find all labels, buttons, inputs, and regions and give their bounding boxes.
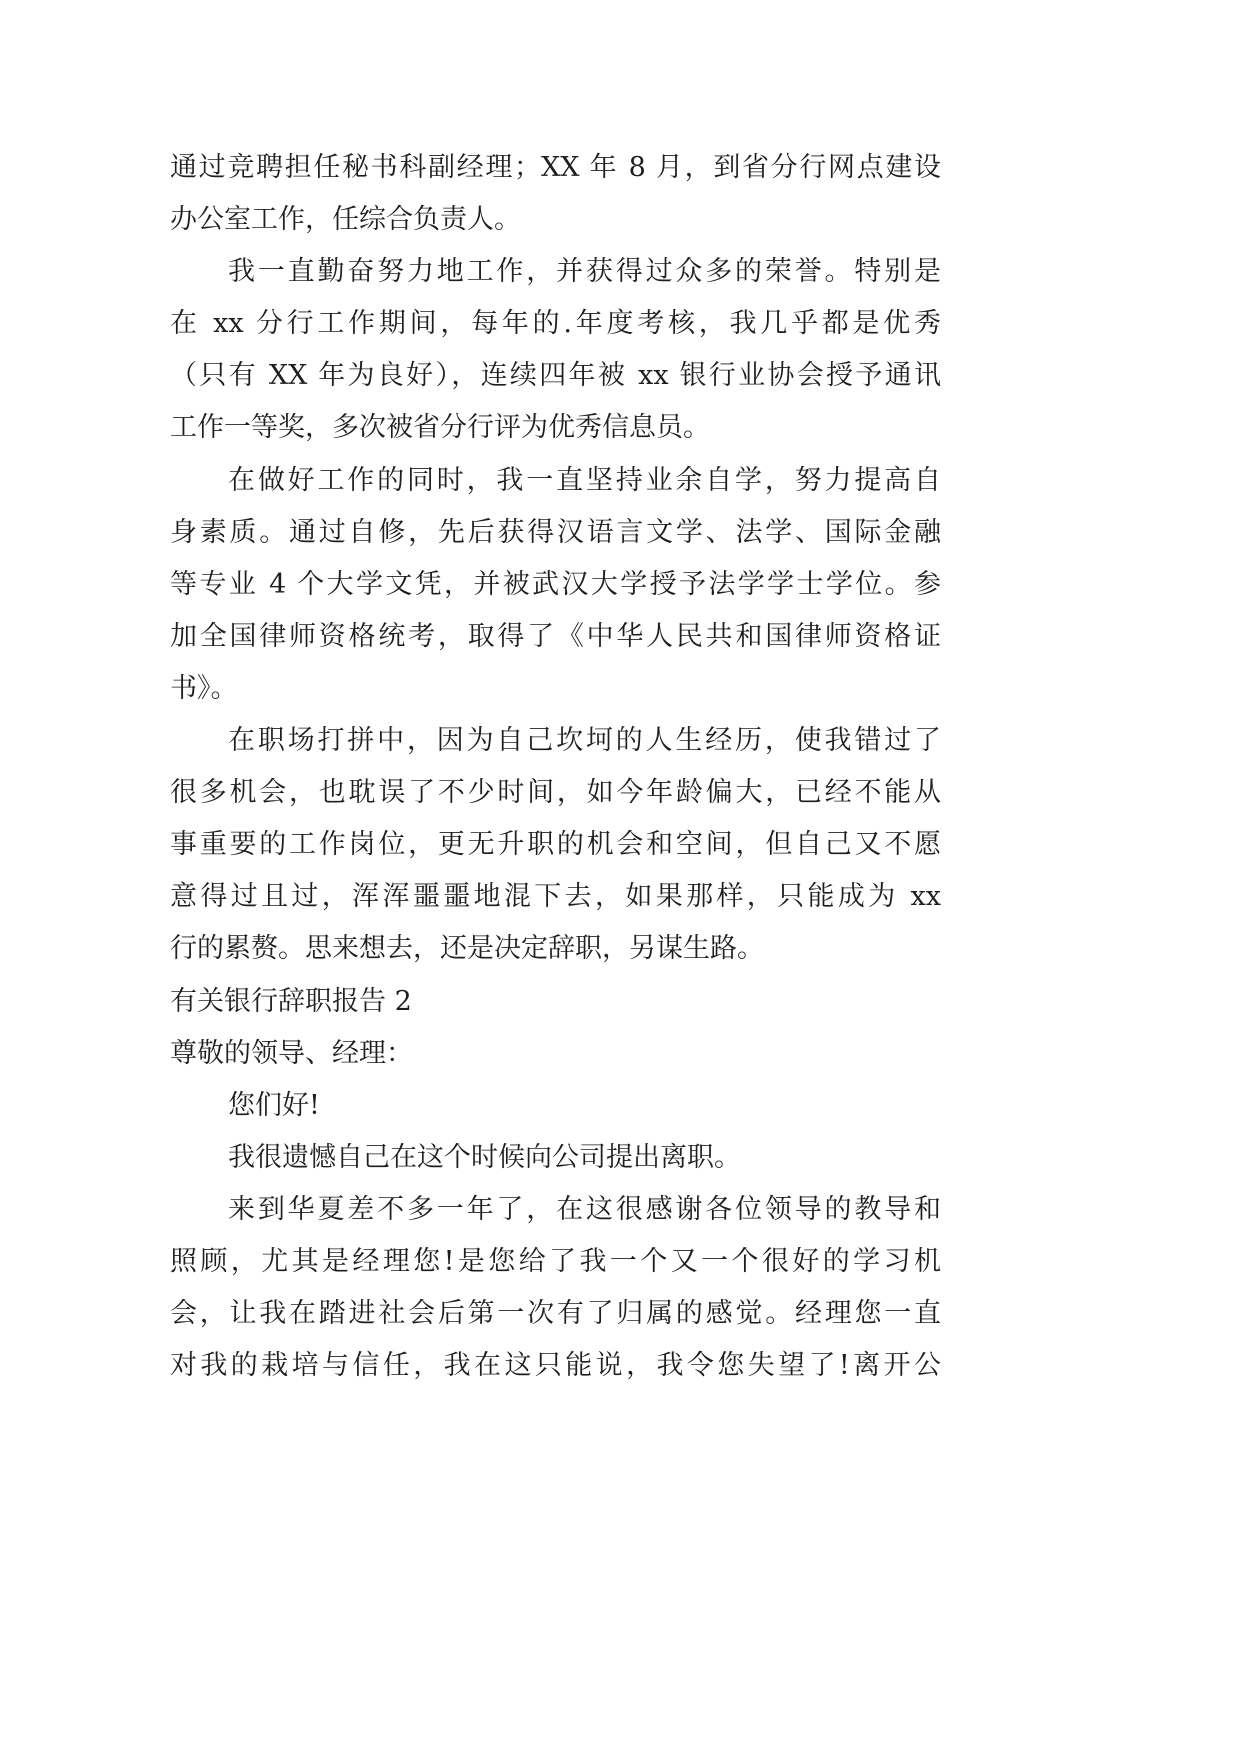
- text-line: 很多机会，也耽误了不少时间，如今年龄偏大，已经不能从: [170, 777, 941, 809]
- greeting: 您们好!: [228, 1089, 320, 1121]
- paragraph: [170, 715, 941, 975]
- text-line: 工作一等奖，多次被省分行评为优秀信息员。: [170, 412, 710, 444]
- paragraph: [170, 1132, 941, 1184]
- text-line: 在 xx 分行工作期间，每年的.年度考核，我几乎都是优秀: [170, 308, 941, 340]
- text-line: 来到华夏差不多一年了，在这很感谢各位领导的教导和: [228, 1193, 941, 1225]
- section-heading: 有关银行辞职报告 2: [170, 985, 412, 1017]
- text-line: 等专业 4 个大学文凭，并被武汉大学授予法学学士学位。参: [170, 568, 941, 600]
- text-line: 事重要的工作岗位，更无升职的机会和空间，但自己又不愿: [170, 829, 941, 861]
- text-line: 加全国律师资格统考，取得了《中华人民共和国律师资格证: [170, 620, 941, 652]
- text-line: 书》。: [170, 672, 238, 704]
- text-line: 在做好工作的同时，我一直坚持业余自学，努力提高自: [228, 464, 941, 496]
- text-line: 对我的栽培与信任，我在这只能说，我令您失望了!离开公: [170, 1350, 941, 1382]
- text-line: （只有 XX 年为良好），连续四年被 xx 银行业协会授予通讯: [170, 360, 941, 392]
- text-line: 身素质。通过自修，先后获得汉语言文学、法学、国际金融: [170, 516, 941, 548]
- text-line: 行的累赘。思来想去，还是决定辞职，另谋生路。: [170, 933, 764, 965]
- text-line: 意得过且过，浑浑噩噩地混下去，如果那样，只能成为 xx: [170, 881, 941, 913]
- paragraph: [170, 246, 941, 454]
- document-body: [170, 142, 941, 1392]
- text-line: 办公室工作，任综合负责人。: [170, 204, 521, 236]
- text-line: 我很遗憾自己在这个时候向公司提出离职。: [228, 1141, 741, 1173]
- paragraph: [170, 455, 941, 715]
- salutation: 尊敬的领导、经理：: [170, 1037, 413, 1069]
- text-line: 在职场打拼中，因为自己坎坷的人生经历，使我错过了: [228, 725, 941, 757]
- text-line: 会，让我在踏进社会后第一次有了归属的感觉。经理您一直: [170, 1298, 941, 1330]
- text-line: 照顾，尤其是经理您!是您给了我一个又一个很好的学习机: [170, 1245, 941, 1277]
- text-line: 我一直勤奋努力地工作，并获得过众多的荣誉。特别是: [228, 256, 941, 288]
- text-line: 通过竞聘担任秘书科副经理；XX 年 8 月，到省分行网点建设: [170, 152, 941, 183]
- paragraph: [170, 142, 941, 246]
- paragraph: [170, 1184, 941, 1392]
